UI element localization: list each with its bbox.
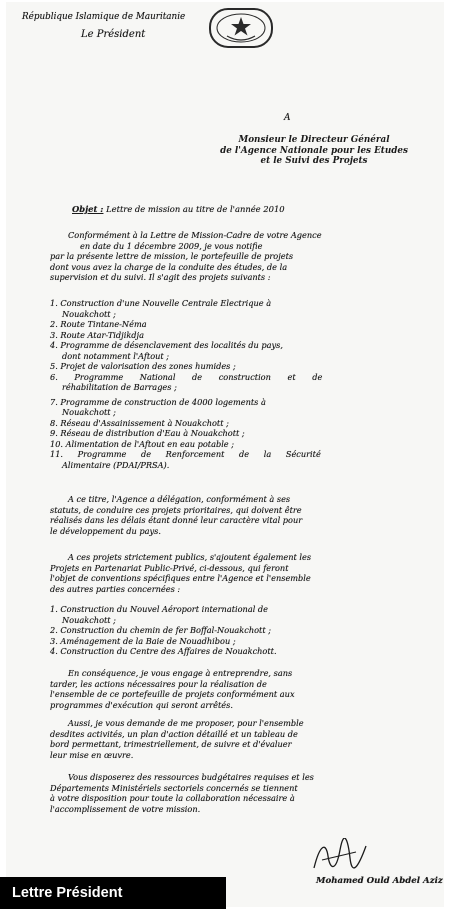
list-item: Nouakchott ; xyxy=(62,308,116,319)
subject-label: Objet : xyxy=(72,204,104,214)
addressee-line: de l'Agence Nationale pour les Etudes xyxy=(220,145,408,156)
addressee-a: A xyxy=(284,113,291,123)
paragraph-line: tarder, les actions nécessaires pour la réalisation de xyxy=(50,678,267,689)
presidential-seal-icon xyxy=(209,8,273,48)
paragraph-line: Conformément à la Lettre de Mission-Cadre de votre Agence xyxy=(68,230,322,240)
list-item: 3. Aménagement de la Baie de Nouadhibou ; xyxy=(50,635,236,646)
paragraph-line: en date du 1 décembre 2009, je vous notifie xyxy=(80,240,263,251)
paragraph-line: programmes d'exécution qui seront arrêtés. xyxy=(50,699,233,710)
delegation-paragraph xyxy=(50,494,428,536)
paragraph-line: l'ensemble de ce portefeuille de projets conformément aux xyxy=(50,689,295,699)
paragraph-line: Aussi, je vous demande de me proposer, pour l'ensemble xyxy=(68,718,304,728)
planning-paragraph xyxy=(50,718,428,760)
letterhead-president: Le Président xyxy=(81,29,146,40)
paragraph-line: des autres parties concernées : xyxy=(50,583,181,594)
scanned-letter xyxy=(6,2,444,907)
signatory-name: Mohamed Ould Abdel Aziz xyxy=(316,876,443,886)
paragraph-line: A ces projets strictement publics, s'ajoutent également les xyxy=(68,552,312,562)
list-item: 3. Route Atar-Tidjikdja xyxy=(50,329,144,340)
signature-scribble xyxy=(306,838,376,874)
list-item: 1. Construction du Nouvel Aéroport international de xyxy=(50,604,269,614)
paragraph-line: leur mise en œuvre. xyxy=(50,749,134,760)
paragraph-line: Vous disposerez des ressources budgétaires requises et les xyxy=(68,772,314,782)
list-item: dont notamment l'Aftout ; xyxy=(62,350,170,361)
list-item: 5. Projet de valorisation des zones humides ; xyxy=(50,361,236,371)
paragraph-line: Départements Ministériels sectoriels concernés se tiennent xyxy=(50,782,298,793)
paragraph-line: En conséquence, je vous engage à entreprendre, sans xyxy=(68,668,293,678)
paragraph-line: supervision et du suivi. Il s'agit des projets suivants : xyxy=(50,272,271,282)
list-item: 6. Programme National de construction et de xyxy=(50,371,323,382)
paragraph-line: le développement du pays. xyxy=(50,525,161,536)
addressee-line: et le Suivi des Projets xyxy=(260,156,368,166)
paragraph-line: Projets en Partenariat Public-Privé, ci-dessous, qui feront xyxy=(50,562,289,573)
paragraph-line: l'objet de conventions spécifiques entre l'Agence et l'ensemble xyxy=(50,573,311,583)
list-item: 10. Alimentation de l'Aftout en eau potable ; xyxy=(50,438,235,449)
list-item: 7. Programme de construction de 4000 logements à xyxy=(50,396,266,407)
addressee-block xyxy=(194,135,434,167)
ppp-paragraph xyxy=(50,552,428,594)
intro-paragraph xyxy=(50,230,428,283)
engagement-paragraph xyxy=(50,668,428,710)
letterhead-republic: République Islamique de Mauritanie xyxy=(22,12,186,22)
paragraph-line: à votre disposition pour toute la collaboration nécessaire à xyxy=(50,793,295,803)
list-item: 2. Construction du chemin de fer Boffal-Nouakchott ; xyxy=(50,625,271,635)
list-item: 8. Réseau d'Assainissement à Nouakchott ; xyxy=(50,417,229,428)
paragraph-line: réalisés dans les délais étant donné leur caractère vital pour xyxy=(50,515,303,525)
paragraph-line: dont vous avez la charge de la conduite des études, de la xyxy=(50,261,288,272)
list-item: 9. Réseau de distribution d'Eau à Nouakchott ; xyxy=(50,428,245,438)
list-item: 4. Construction du Centre des Affaires de Nouakchott. xyxy=(50,646,277,656)
paragraph-line: bord permettant, trimestriellement, de suivre et d'évaluer xyxy=(50,739,292,749)
list-item: 11. Programme de Renforcement de la Sécurité xyxy=(50,449,321,459)
addressee-line: Monsieur le Directeur Général xyxy=(238,135,390,145)
list-item: réhabilitation de Barrages ; xyxy=(62,382,177,392)
paragraph-line: desdites activités, un plan d'action détaillé et un tableau de xyxy=(50,728,298,739)
subject-text: Lettre de mission au titre de l'année 2010 xyxy=(106,204,285,214)
caption-label: Lettre Président xyxy=(0,877,226,909)
paragraph-line: statuts, de conduire ces projets prioritaires, qui doivent être xyxy=(50,504,302,515)
resources-paragraph xyxy=(50,772,428,814)
ppp-projects-list xyxy=(50,604,428,657)
projects-list xyxy=(50,298,428,470)
paragraph-line: A ce titre, l'Agence a délégation, conformément à ses xyxy=(68,494,291,504)
list-item: Alimentaire (PDAI/PRSA). xyxy=(62,459,170,470)
paragraph-line: par la présente lettre de mission, le portefeuille de projets xyxy=(50,251,294,261)
paragraph-line: l'accomplissement de votre mission. xyxy=(50,803,201,814)
list-item: 4. Programme de désenclavement des localités du pays, xyxy=(50,340,283,350)
list-item: Nouakchott ; xyxy=(62,407,116,417)
subject-line xyxy=(72,204,285,215)
list-item: Nouakchott ; xyxy=(62,614,116,625)
list-item: 2. Route Tintane-Néma xyxy=(50,319,147,329)
list-item: 1. Construction d'une Nouvelle Centrale Electrique à xyxy=(50,298,272,308)
